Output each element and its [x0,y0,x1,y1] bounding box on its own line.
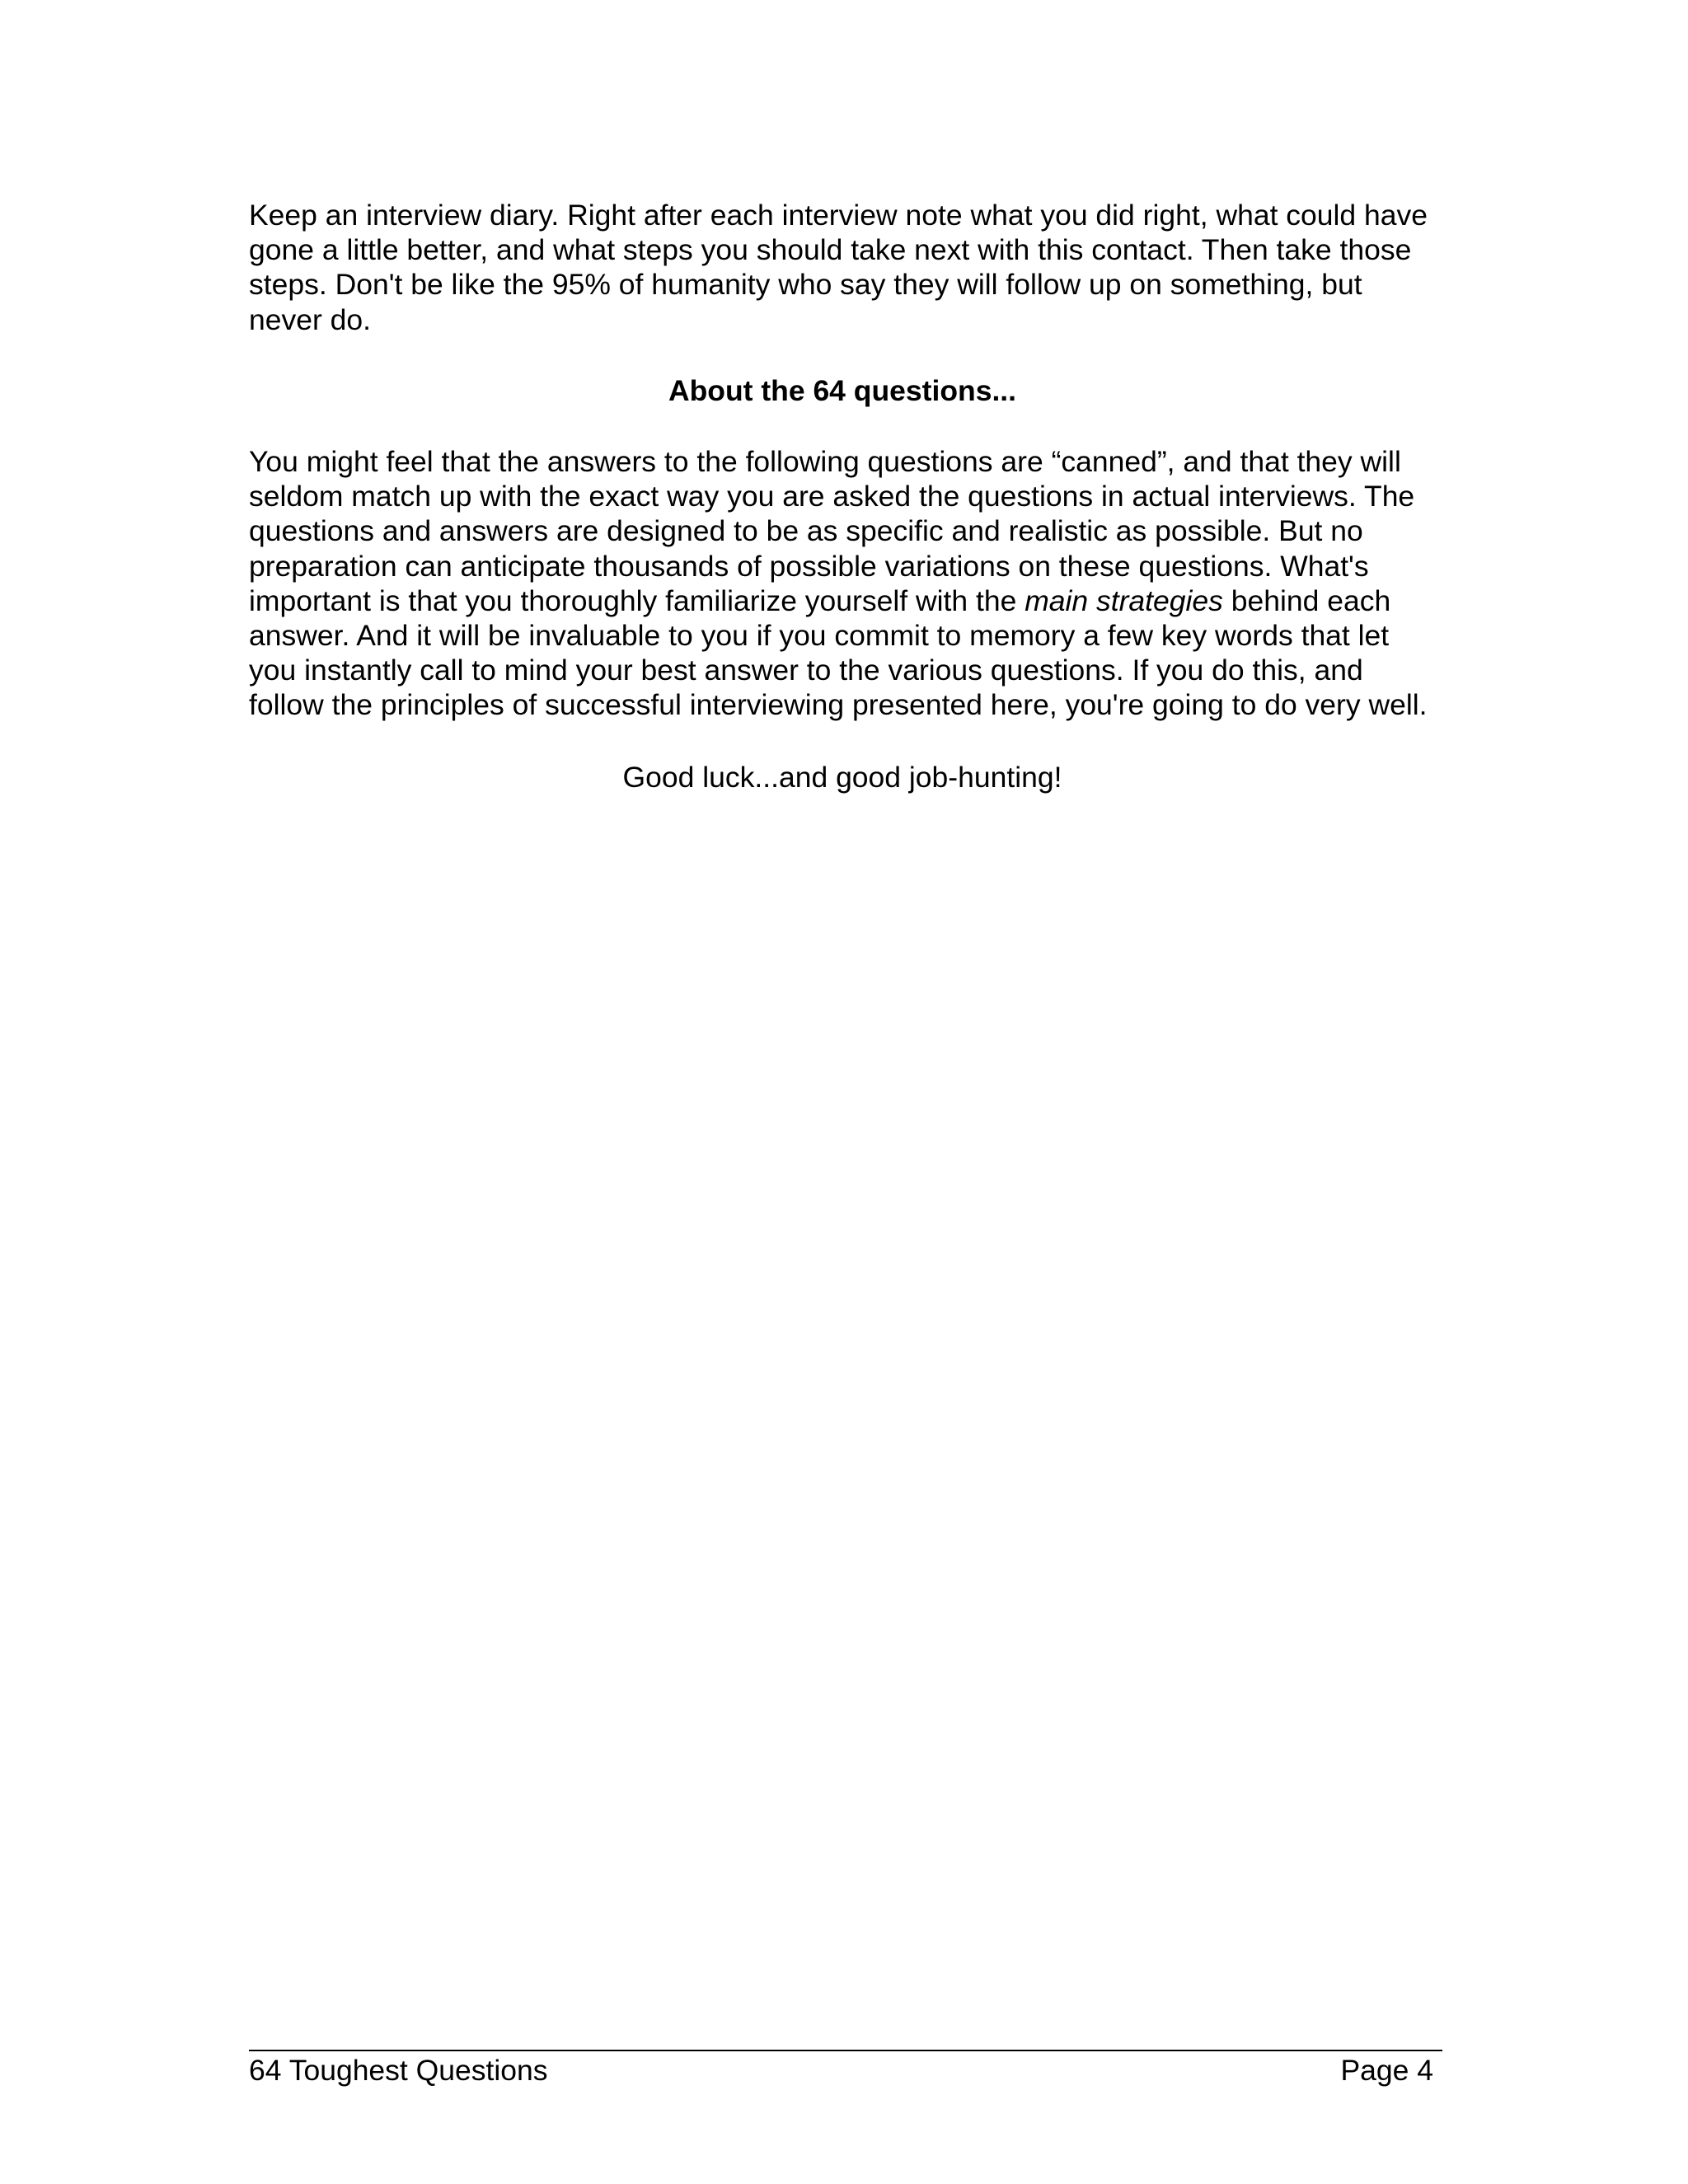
questions-intro-paragraph [249,444,1436,723]
page-footer [249,2053,1433,2088]
closing-line: Good luck...and good job-hunting! [622,760,1062,794]
footer-divider [249,2050,1442,2051]
paragraph-text-start: You might feel that the answers to the following questions are “canned”, and that they will seldom match up with the exact way you are asked the questions in actual interviews. The questions and answers are designed to be as specific and realistic as possible. But no preparation can anticipate thousands of possible variations on these questions. What's important is that you thoroughly familiarize yourself with the [249,445,1415,617]
page-number: Page 4 [1340,2054,1433,2087]
page-content [249,198,1436,794]
footer-title: 64 Toughest Questions [249,2054,548,2087]
emphasized-text: main strategies [1025,583,1223,617]
section-heading: About the 64 questions... [668,373,1017,407]
paragraph-text-end: behind each answer. And it will be invaluable to you if you commit to memory a few key words that let you instantly call to mind your best answer to the various questions. If you do this, and follow the principles of successful interviewing presented here, you're going to do very well. [249,583,1428,722]
interview-diary-paragraph: Keep an interview diary. Right after each interview note what you did right, what could have gone a little better, and what steps you should take next with this contact. Then take those steps. Don't be like the 95% of humanity who say they will follow up on something, but never do. [249,199,1428,336]
